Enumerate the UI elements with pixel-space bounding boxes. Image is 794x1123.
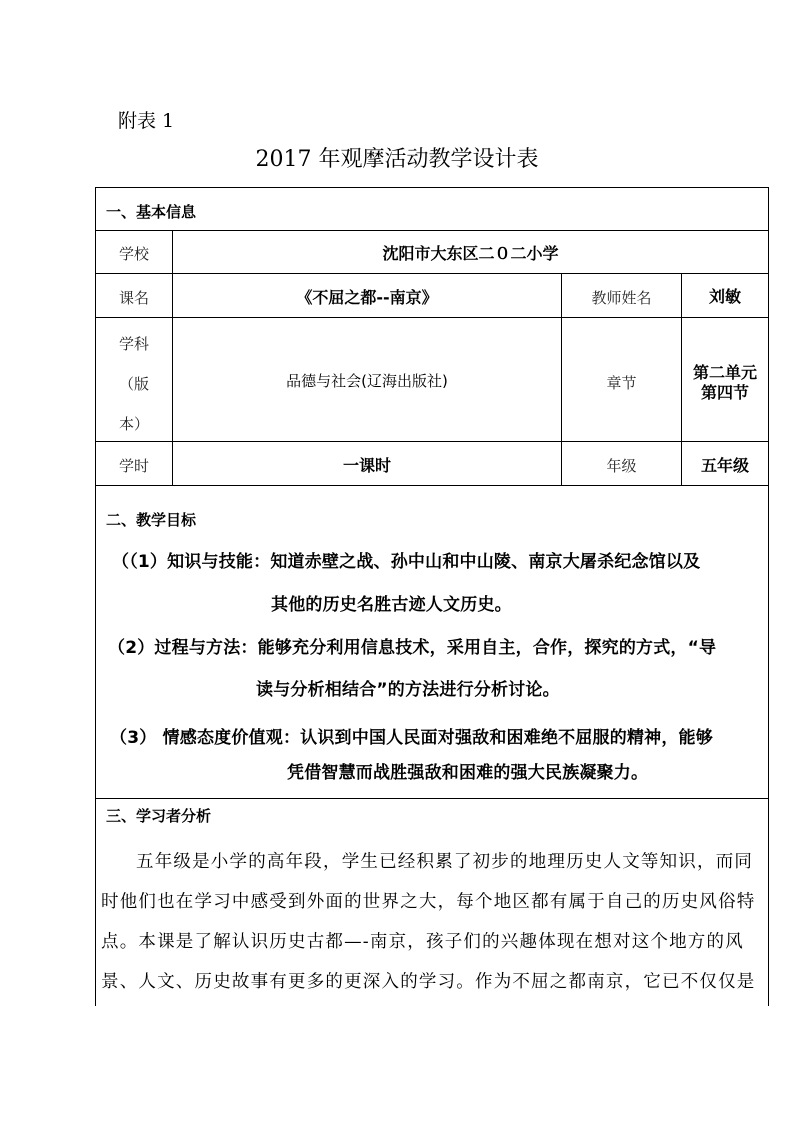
section-teaching-goals-heading: 二、教学目标 [106,511,197,529]
goal-attitude-line1: （3） 情感态度价值观：认识到中国人民面对强敌和困难绝不屈服的精神，能够 [110,728,713,748]
section-basic-info-heading: 一、基本信息 [106,203,197,221]
subject-label-line1: 学科 [118,335,149,353]
section-learner-analysis-heading: 三、学习者分析 [106,807,212,825]
hours-label: 学时 [118,457,149,475]
grade-label: 年级 [606,457,637,475]
subject-label-line3: 本） [118,415,149,433]
learner-analysis-line: 景、人文、历史故事有更多的更深入的学习。作为不屈之都南京，它已不仅仅是 [101,972,756,992]
appendix-label: 附表 1 [118,110,175,132]
goal-knowledge-line2: 其他的历史名胜古迹人文历史。 [271,595,512,615]
chapter-label: 章节 [606,374,637,392]
hours-value: 一课时 [342,456,391,475]
learner-analysis-line: 五年级是小学的高年段，学生已经积累了初步的地理历史人文等知识，而同 [136,852,754,872]
goal-attitude-line2: 凭借智慧而战胜强敌和困难的强大民族凝聚力。 [287,763,649,783]
chapter-value-line2: 第四节 [700,383,749,402]
goal-process-line2: 读与分析相结合”的方法进行分析讨论。 [256,680,560,700]
design-table [95,187,769,1006]
subject-value: 品德与社会(辽海出版社) [286,372,448,390]
school-value: 沈阳市大东区二０二小学 [382,244,559,263]
goal-knowledge-line1: （（1）知识与技能：知道赤壁之战、孙中山和中山陵、南京大屠杀纪念馆以及 [112,552,701,572]
course-label: 课名 [118,289,149,307]
chapter-value-line1: 第二单元 [692,363,757,382]
learner-analysis-line: 时他们也在学习中感受到外面的世界之大，每个地区都有属于自己的历史风俗特 [101,892,756,912]
teacher-value: 刘敏 [708,287,741,306]
grade-value: 五年级 [700,456,749,475]
document-title: 2017 年观摩活动教学设计表 [255,147,539,172]
school-label: 学校 [118,245,149,263]
learner-analysis-line: 点。本课是了解认识历史古都—-南京，孩子们的兴趣体现在想对这个地方的风 [101,932,744,952]
subject-label-line2: （版 [118,375,149,393]
goal-process-line1: （2）过程与方法：能够充分利用信息技术，采用自主，合作，探究的方式，“导 [108,638,717,658]
teacher-label: 教师姓名 [591,289,652,307]
course-value: 《不屈之都--南京》 [296,288,438,307]
